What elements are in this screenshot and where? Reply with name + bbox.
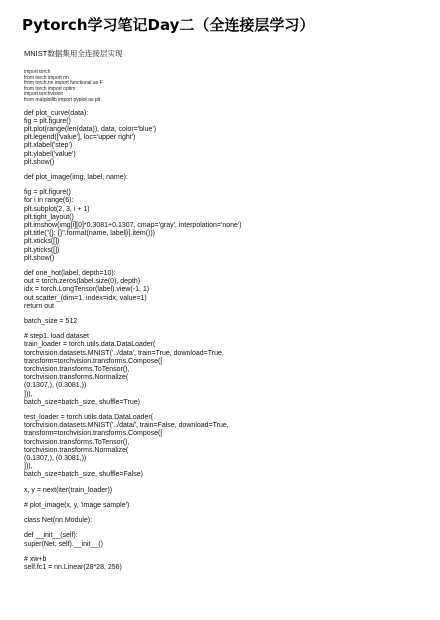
code-line: plt.plot(range(len(data)), data, color='blue') bbox=[24, 125, 157, 133]
code-line: def plot_curve(data): bbox=[24, 109, 89, 117]
import-block bbox=[24, 70, 424, 104]
code-line: # plot_image(x, y, 'image sample') bbox=[24, 501, 130, 509]
code-line: batch_size=batch_size, shuffle=False) bbox=[24, 471, 143, 479]
code-line: from torch.nn import functional as F bbox=[24, 80, 103, 87]
code-block bbox=[24, 414, 424, 480]
code-line: from torch import optim bbox=[24, 85, 76, 92]
code-block bbox=[24, 318, 424, 326]
code-line: fig = plt.figure() bbox=[24, 117, 71, 125]
code-line: torchvision.transforms.Normalize( bbox=[24, 374, 129, 382]
code-line: torchvision.datasets.MNIST('../data/', train=False, download=True, bbox=[24, 422, 229, 430]
code-line: out = torch.zeros(label.size(0), depth) bbox=[24, 278, 141, 286]
code-line: plt.yticks([]) bbox=[24, 246, 60, 254]
code-line: torchvision.datasets.MNIST('../data', train=True, download=True, bbox=[24, 349, 224, 357]
code-line: torchvision.transforms.Normalize( bbox=[24, 446, 129, 454]
code-block bbox=[24, 502, 424, 510]
code-block bbox=[24, 270, 424, 311]
code-line: super(Net, self).__init__() bbox=[24, 540, 103, 548]
code-line: self.fc1 = nn.Linear(28*28, 256) bbox=[24, 563, 122, 571]
code-line: class Net(nn.Module): bbox=[24, 517, 93, 525]
code-line: transform=torchvision.transforms.Compose([ bbox=[24, 357, 163, 365]
code-line: transform=torchvision.transforms.Compose([ bbox=[24, 430, 163, 438]
code-line: # step1. load dataset bbox=[24, 333, 89, 341]
code-block bbox=[24, 517, 424, 525]
code-block bbox=[24, 532, 424, 548]
code-line: ])), bbox=[24, 463, 33, 471]
code-line: x, y = next(iter(train_loader)) bbox=[24, 486, 113, 494]
code-line: batch_size=batch_size, shuffle=True) bbox=[24, 398, 140, 406]
code-line: def __init__(self): bbox=[24, 532, 78, 540]
code-line: batch_size = 512 bbox=[24, 318, 78, 326]
code-line: torchvision.transforms.ToTensor(), bbox=[24, 438, 130, 446]
code-block bbox=[24, 110, 424, 167]
code-line: plt.tight_layout() bbox=[24, 213, 74, 221]
code-line: plt.legend(['value'], loc='upper right') bbox=[24, 134, 136, 142]
code-line: plt.xticks([]) bbox=[24, 238, 60, 246]
code-line: out.scatter_(dim=1, index=idx, value=1) bbox=[24, 294, 147, 302]
code-line: fig = plt.figure() bbox=[24, 189, 71, 197]
code-line: for i in range(6): bbox=[24, 197, 74, 205]
code-block bbox=[24, 556, 424, 572]
code-line: plt.ylabel('value') bbox=[24, 150, 76, 158]
code-block bbox=[24, 333, 424, 407]
code-line: import torchvision bbox=[24, 91, 64, 98]
code-block bbox=[24, 487, 424, 495]
code-line: def one_hot(label, depth=10): bbox=[24, 270, 116, 278]
code-line: plt.show() bbox=[24, 158, 55, 166]
code-line: ])), bbox=[24, 390, 33, 398]
code-line: idx = torch.LongTensor(label).view(-1, 1) bbox=[24, 286, 150, 294]
code-line: from torch import nn bbox=[24, 74, 69, 81]
document-title: Pytorch学习笔记Day二（全连接层学习） bbox=[22, 16, 315, 34]
code-line: return out bbox=[24, 302, 54, 310]
code-line: (0.1307,), (0.3081,)) bbox=[24, 455, 87, 463]
code-line: test_loader = torch.utils.data.DataLoader( bbox=[24, 414, 153, 422]
code-line: # xw+b bbox=[24, 555, 47, 563]
code-listing bbox=[24, 62, 424, 572]
code-line: plt.xlabel('step') bbox=[24, 142, 73, 150]
code-line: plt.title("{}: {}".format(name, label[i].item())) bbox=[24, 230, 156, 238]
code-line: train_loader = torch.utils.data.DataLoader( bbox=[24, 341, 156, 349]
code-line: def plot_image(img, label, name): bbox=[24, 173, 128, 181]
document-subtitle: MNIST数据集用全连接层实现 bbox=[24, 49, 123, 58]
code-line: torchvision.transforms.ToTensor(), bbox=[24, 366, 130, 374]
code-line: plt.subplot(2, 3, i + 1) bbox=[24, 205, 90, 213]
code-line: import torch bbox=[24, 69, 51, 75]
code-line: (0.1307,), (0.3081,)) bbox=[24, 382, 87, 390]
code-line: plt.show() bbox=[24, 254, 55, 262]
code-block bbox=[24, 189, 424, 263]
code-line: from matplotlib import pyplot as plt bbox=[24, 96, 101, 103]
code-block bbox=[24, 174, 424, 182]
code-line: plt.imshow(img[i][0]*0.3081+0.1307, cmap='gray', interpolation='none') bbox=[24, 222, 242, 229]
